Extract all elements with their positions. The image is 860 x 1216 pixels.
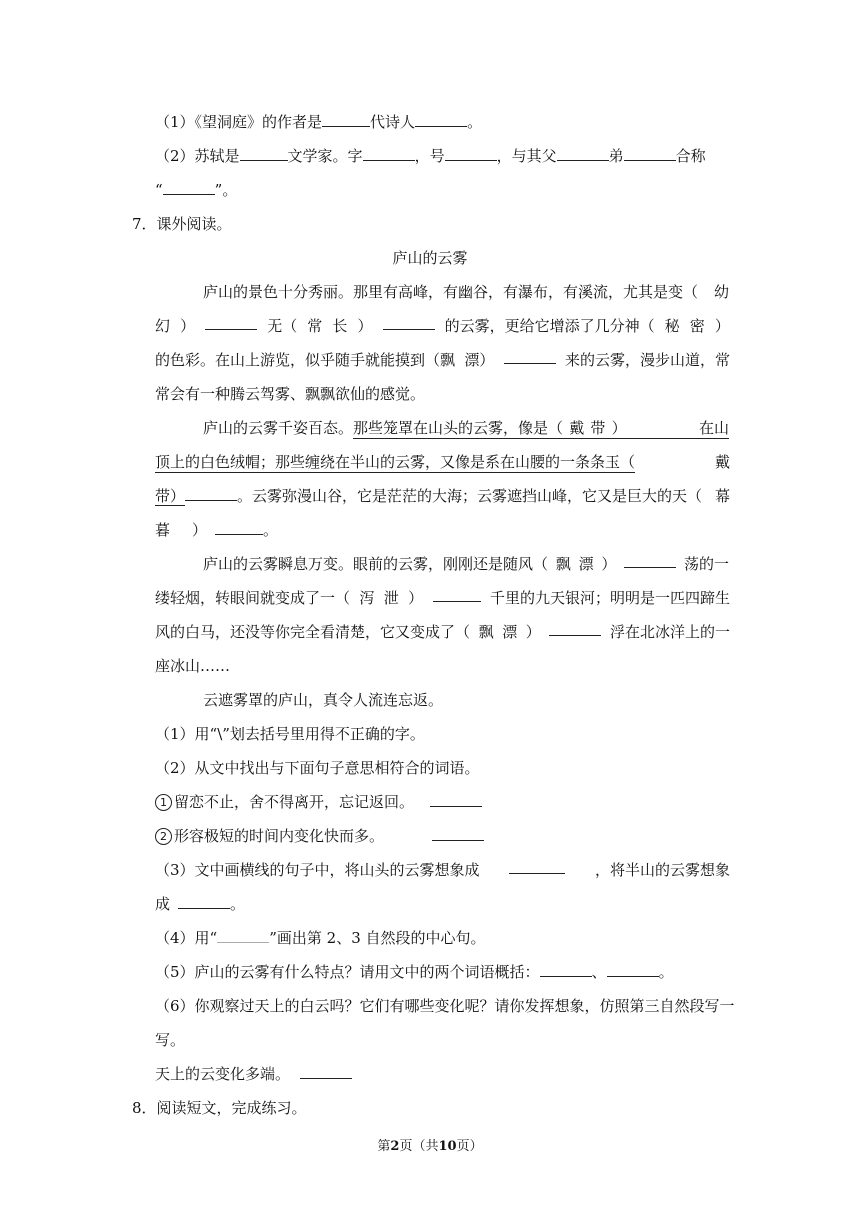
p1-line2: 幻 ） 无（ 常 长 ） 的云雾，更给它增添了几分神（ 秘 密 ）: [155, 317, 730, 335]
underlined-sentence: 那些笼罩在山头的云雾，像是（ 戴 带 ） 在山: [353, 419, 729, 437]
answer-blank[interactable]: [557, 147, 609, 161]
sub-question-4: （4）用“ ”画出第 2、3 自然段的中心句。: [155, 929, 486, 947]
p1-line1: 庐山的景色十分秀丽。那里有高峰，有幽谷，有瀑布，有溪流，尤其是变（ 幼: [203, 283, 729, 301]
answer-blank[interactable]: [300, 1065, 352, 1079]
p2-line2: 顶上的白色绒帽；那些缠绕在半山的云雾，又像是系在山腰的一条条玉（ 戴: [155, 453, 730, 471]
sub-question-5: （5）庐山的云雾有什么特点？请用文中的两个词语概括： 、 。: [155, 963, 674, 981]
circled-number: 1: [155, 794, 172, 811]
answer-blank[interactable]: [624, 147, 676, 161]
sub-question-6-line1: （6）你观察过天上的白云吗？它们有哪些变化呢？请你发挥想象，仿照第三自然段写一: [155, 997, 735, 1015]
underlined-sentence: 带）: [155, 487, 186, 505]
answer-blank[interactable]: [624, 554, 676, 568]
answer-blank[interactable]: [549, 622, 601, 636]
question-8-heading: 8．阅读短文，完成练习。: [132, 1099, 307, 1117]
answer-blank[interactable]: [322, 113, 370, 127]
answer-blank[interactable]: [433, 588, 481, 602]
sub-question-6-line2: 写。: [155, 1031, 186, 1049]
sub-question-3-line2: 成 。: [155, 895, 246, 913]
underlined-sentence: 顶上的白色绒帽；那些缠绕在半山的云雾，又像是系在山腰的一条条玉（: [155, 453, 636, 471]
answer-blank[interactable]: [415, 113, 467, 127]
answer-blank[interactable]: [445, 147, 497, 161]
passage-title: 庐山的云雾: [392, 249, 468, 267]
q6-item1: （1）《望洞庭》的作者是 代诗人 。: [155, 113, 483, 131]
answer-blank[interactable]: [178, 895, 230, 909]
answer-blank[interactable]: [430, 793, 482, 807]
p3-line3: 风的白马，还没等你完全看清楚，它又变成了（ 飘 漂 ） 浮在北冰洋上的一: [155, 623, 730, 641]
p3-line4: 座冰山……: [155, 657, 231, 675]
sub-question-3-line1: （3）文中画横线的句子中，将山头的云雾想象成 ，将半山的云雾想象: [155, 861, 730, 879]
answer-blank[interactable]: [509, 860, 565, 874]
answer-blank[interactable]: [504, 350, 556, 364]
answer-blank[interactable]: [185, 487, 237, 501]
p3-line2: 缕轻烟，转眼间就变成了一（ 泻 泄 ） 千里的九天银河；明明是一匹四蹄生: [155, 589, 730, 607]
answer-blank[interactable]: [163, 181, 215, 195]
p1-line3: 的色彩。在山上游览，似乎随手就能摸到（飘 漂） 来的云雾，漫步山道，常: [155, 351, 730, 369]
answer-blank[interactable]: [363, 147, 415, 161]
p2-line3: 带） 。云雾弥漫山谷，它是茫茫的大海；云雾遮挡山峰，它又是巨大的天（ 幕: [155, 487, 730, 505]
q6-item2-line2: “ ”。: [155, 181, 238, 199]
sub-question-2a: 1 留恋不止，舍不得离开，忘记返回。: [155, 792, 482, 812]
sub-question-2b: 2 形容极短的时间内变化快而多。: [155, 826, 484, 846]
answer-blank[interactable]: [240, 147, 288, 161]
p2-line4: 暮 ） 。: [155, 521, 279, 539]
answer-blank[interactable]: [383, 316, 435, 330]
sub-question-6-prompt: 天上的云变化多端。: [155, 1064, 352, 1084]
underline-sample: [217, 929, 269, 943]
answer-blank[interactable]: [607, 963, 659, 977]
question-7-heading: 7．课外阅读。: [132, 215, 232, 233]
answer-blank[interactable]: [205, 316, 257, 330]
circled-number: 2: [155, 828, 172, 845]
p1-line4: 常会有一种腾云驾雾、飘飘欲仙的感觉。: [155, 385, 426, 403]
p4-line: 云遮雾罩的庐山，真令人流连忘返。: [203, 691, 444, 709]
p3-line1: 庐山的云雾瞬息万变。眼前的云雾，刚刚还是随风（ 飘 漂 ） 荡的一: [203, 555, 729, 573]
sub-question-1: （1）用“\”划去括号里用得不正确的字。: [155, 725, 425, 743]
answer-blank[interactable]: [540, 963, 592, 977]
answer-blank[interactable]: [432, 827, 484, 841]
page-footer: 第2页（共10页）: [377, 1139, 483, 1154]
answer-blank[interactable]: [215, 521, 263, 535]
q6-item2-line1: （2）苏轼是 文学家。字 ，号 ，与其父 弟 合称: [155, 147, 706, 165]
sub-question-2: （2）从文中找出与下面句子意思相符合的词语。: [155, 759, 480, 777]
p2-line1: 庐山的云雾千姿百态。 那些笼罩在山头的云雾，像是（ 戴 带 ） 在山: [203, 419, 729, 437]
